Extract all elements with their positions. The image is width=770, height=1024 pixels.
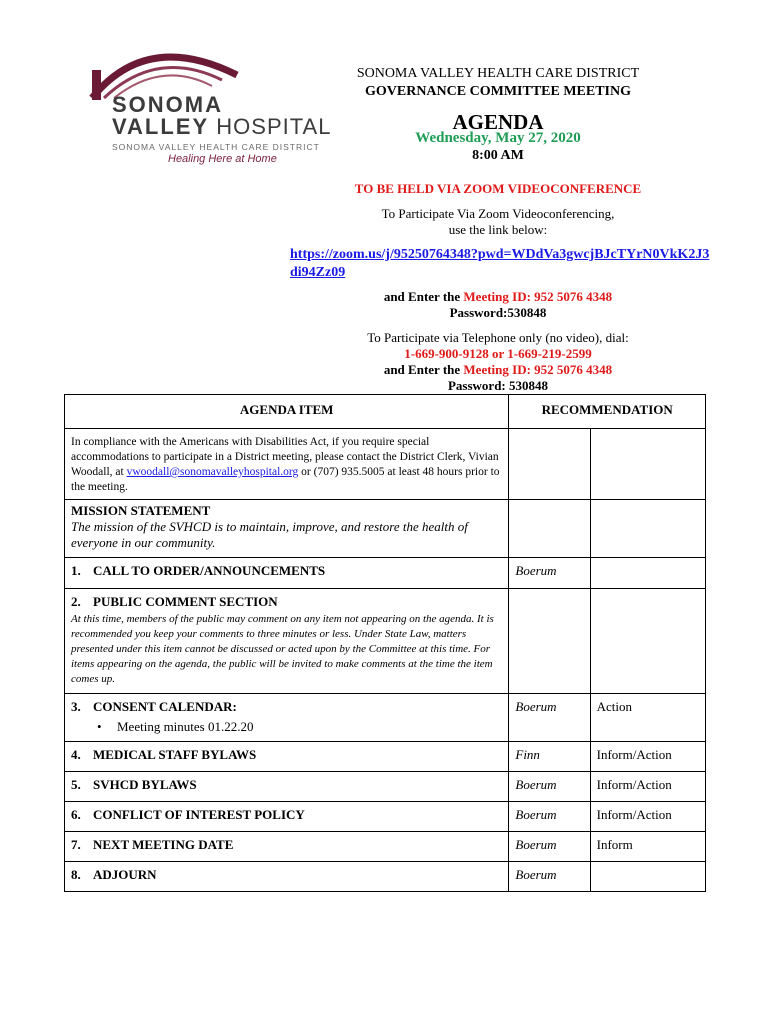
mission-statement: [65, 500, 509, 558]
list-item: • Meeting minutes 01.22.20: [97, 719, 254, 734]
table-row: [65, 832, 706, 862]
presenter: Boerum: [509, 802, 590, 832]
agenda-item-8: 8. ADJOURN: [65, 862, 509, 892]
table-row: [65, 694, 706, 742]
hospital-logo: [62, 40, 332, 175]
recommendation: Inform: [590, 832, 705, 862]
logo-subtitle: SONOMA VALLEY HEALTH CARE DISTRICT: [112, 142, 320, 152]
recommendation: Action: [590, 694, 705, 742]
zoom-link[interactable]: https://zoom.us/j/95250764348?pwd=WDdVa3gwcjBJcTYrN0VkK2J3di94Zz09: [290, 247, 710, 280]
district-name: SONOMA VALLEY HEALTH CARE DISTRICT: [356, 66, 640, 81]
agenda-item-2: 2. PUBLIC COMMENT SECTION At this time, members of the public may comment on any item not appearing on the agenda. It is recommended you keep your comments to three minutes or less. Under State Law, matters presented under this item cannot be discussed or acted upon by the Committee at this time. For items appearing on the agenda, the public will be invited to make comments at the time the item comes up.: [65, 589, 509, 694]
header-recommendation: RECOMMENDATION: [509, 395, 706, 429]
zoom-password: Password:530848: [449, 305, 547, 320]
agenda-item-3: 3. CONSENT CALENDAR: • Meeting minutes 01.22.20: [65, 694, 509, 742]
recommendation: [590, 862, 705, 892]
recommendation: Inform/Action: [590, 742, 705, 772]
clerk-email-link[interactable]: vwoodall@sonomavalleyhospital.org: [126, 466, 299, 478]
recommendation: Inform/Action: [590, 772, 705, 802]
logo-tagline: Healing Here at Home: [168, 153, 277, 165]
presenter: Boerum: [509, 832, 590, 862]
ada-row: [65, 429, 706, 500]
public-comment-row: [65, 589, 706, 694]
recommendation: [590, 558, 705, 589]
meeting-date: Wednesday, May 27, 2020: [415, 130, 581, 146]
presenter: Finn: [509, 742, 590, 772]
presenter: Boerum: [509, 862, 590, 892]
agenda-item-1: 1. CALL TO ORDER/ANNOUNCEMENTS: [65, 558, 509, 589]
zoom-instruction-1: To Participate Via Zoom Videoconferencing,: [381, 206, 615, 221]
mission-title: MISSION STATEMENT: [71, 503, 211, 518]
zoom-notice: TO BE HELD VIA ZOOM VIDEOCONFERENCE: [354, 181, 642, 196]
table-row: [65, 802, 706, 832]
ada-notice: In compliance with the Americans with Disabilities Act, if you require special accommodations to participate in a District meeting, please contact the District Clerk, Vivian Woodall, at vwoodall@sonomavalleyhospital.org or (707) 935.5005 at least 48 hours prior to the meeting.: [65, 429, 509, 500]
agenda-item-7: 7. NEXT MEETING DATE: [65, 832, 509, 862]
presenter: Boerum: [509, 694, 590, 742]
agenda-item-6: 6. CONFLICT OF INTEREST POLICY: [65, 802, 509, 832]
agenda-title: AGENDA: [452, 110, 544, 134]
table-row: [65, 862, 706, 892]
bullet-icon: •: [97, 719, 102, 734]
agenda-item-5: 5. SVHCD BYLAWS: [65, 772, 509, 802]
presenter: Boerum: [509, 558, 590, 589]
mission-row: [65, 500, 706, 558]
table-row: [65, 772, 706, 802]
table-row: [65, 742, 706, 772]
phone-meeting-id: and Enter the Meeting ID: 952 5076 4348: [383, 362, 613, 377]
logo-word-sonoma: SONOMA: [112, 92, 223, 117]
header-agenda-item: AGENDA ITEM: [65, 395, 509, 429]
table-header-row: [65, 395, 706, 429]
public-comment-text: At this time, members of the public may comment on any item not appearing on the agenda. It is recommended you keep your comments to three minutes or less. Under State Law, matters presented under this item cannot be discussed or acted upon by the Committee at this time. For items appearing on the agenda, the public will be invited to make comments at the time the item comes up.: [71, 613, 494, 685]
mission-text: The mission of the SVHCD is to maintain, improve, and restore the health of everyone in our community.: [71, 519, 468, 550]
recommendation: Inform/Action: [590, 802, 705, 832]
agenda-item-4: 4. MEDICAL STAFF BYLAWS: [65, 742, 509, 772]
meeting-time: 8:00 AM: [472, 148, 524, 163]
zoom-meeting-id: and Enter the Meeting ID: 952 5076 4348: [383, 289, 613, 304]
phone-instruction: To Participate via Telephone only (no video), dial:: [367, 330, 629, 345]
phone-password: Password: 530848: [447, 378, 549, 393]
table-row: [65, 558, 706, 589]
presenter: Boerum: [509, 772, 590, 802]
arch-logo-icon: [62, 40, 302, 100]
agenda-table: [64, 394, 706, 892]
meeting-title: GOVERNANCE COMMITTEE MEETING: [364, 84, 632, 99]
zoom-instruction-2: use the link below:: [448, 222, 548, 237]
phone-numbers: 1-669-900-9128 or 1-669-219-2599: [404, 346, 592, 361]
logo-word-valley-hospital: VALLEY HOSPITAL: [112, 114, 332, 139]
